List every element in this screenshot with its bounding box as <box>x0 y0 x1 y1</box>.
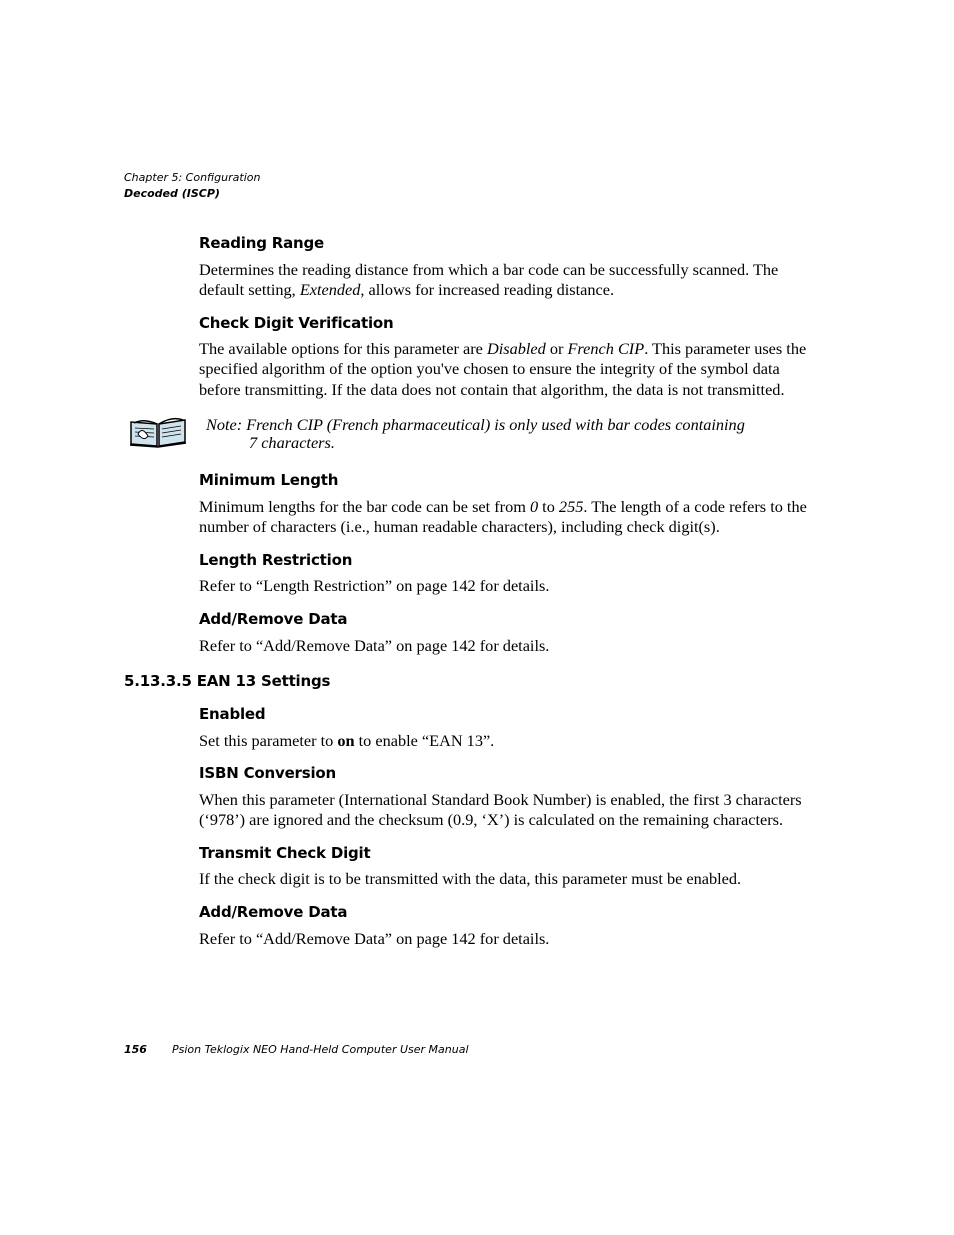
text: to <box>538 497 559 516</box>
note-line-1: Note: French CIP (French pharmaceutical) is only used with bar codes containing <box>206 415 745 434</box>
text: or <box>545 339 568 358</box>
paragraph-transmit-check-digit: If the check digit is to be transmitted with the data, this parameter must be enabled. <box>199 869 742 888</box>
running-header <box>124 170 260 202</box>
open-book-icon <box>128 414 188 448</box>
text: Set this parameter to <box>199 731 338 750</box>
paragraph-isbn-conversion: When this parameter (International Standard Book Number) is enabled, the first 3 characters (‘978’) are ignored and the checksum (0.9, ‘X’) is calculated on the remaining characters. <box>199 790 802 830</box>
section-heading-ean13: 5.13.3.5 EAN 13 Settings <box>124 672 331 690</box>
paragraph-add-remove-data-ean13: Refer to “Add/Remove Data” on page 142 for details. <box>199 929 550 948</box>
manual-title: Psion Teklogix NEO Hand-Held Computer User Manual <box>172 1043 469 1056</box>
heading-reading-range: Reading Range <box>199 234 325 252</box>
paragraph-add-remove-data: Refer to “Add/Remove Data” on page 142 for details. <box>199 636 550 655</box>
bold-text: on <box>337 731 355 750</box>
paragraph-check-digit-verification <box>199 339 824 400</box>
text: The available options for this parameter are <box>199 339 487 358</box>
heading-minimum-length: Minimum Length <box>199 471 339 489</box>
emphasis: 0 <box>529 497 539 516</box>
note <box>206 416 806 452</box>
heading-check-digit-verification: Check Digit Verification <box>199 314 394 332</box>
emphasis: 255 <box>558 497 584 516</box>
heading-isbn-conversion: ISBN Conversion <box>199 764 336 782</box>
heading-length-restriction: Length Restriction <box>199 551 353 569</box>
paragraph-enabled <box>199 731 824 751</box>
text: . The length of a code refers to the number of characters (i.e., human readable characters), including check digit(s). <box>199 497 807 537</box>
paragraph-length-restriction: Refer to “Length Restriction” on page 142 for details. <box>199 576 550 595</box>
text: Minimum lengths for the bar code can be set from <box>199 497 530 516</box>
emphasis: Extended <box>299 280 361 300</box>
text: . This parameter uses the specified algorithm of the option you've chosen to ensure the integrity of the symbol data before transmitting. If the data does not contain that algorithm, the data is not transmitted. <box>199 339 807 399</box>
section-title: Decoded (ISCP) <box>124 187 220 200</box>
heading-add-remove-data-ean13: Add/Remove Data <box>199 903 348 921</box>
heading-add-remove-data: Add/Remove Data <box>199 610 348 628</box>
text: to enable “EAN 13”. <box>354 731 495 750</box>
emphasis: French CIP <box>567 339 645 358</box>
text: Determines the reading distance from which a bar code can be successfully scanned. The default setting, <box>199 260 779 300</box>
emphasis: Disabled <box>486 339 546 358</box>
chapter-title: Chapter 5: Configuration <box>124 171 261 184</box>
heading-transmit-check-digit: Transmit Check Digit <box>199 844 371 862</box>
heading-enabled: Enabled <box>199 705 266 723</box>
paragraph-minimum-length <box>199 497 824 538</box>
paragraph-reading-range <box>199 260 824 301</box>
page-footer <box>124 1042 469 1058</box>
page-number: 156 <box>124 1043 147 1056</box>
text: , allows for increased reading distance. <box>360 280 615 300</box>
note-line-2: 7 characters. <box>249 433 335 452</box>
